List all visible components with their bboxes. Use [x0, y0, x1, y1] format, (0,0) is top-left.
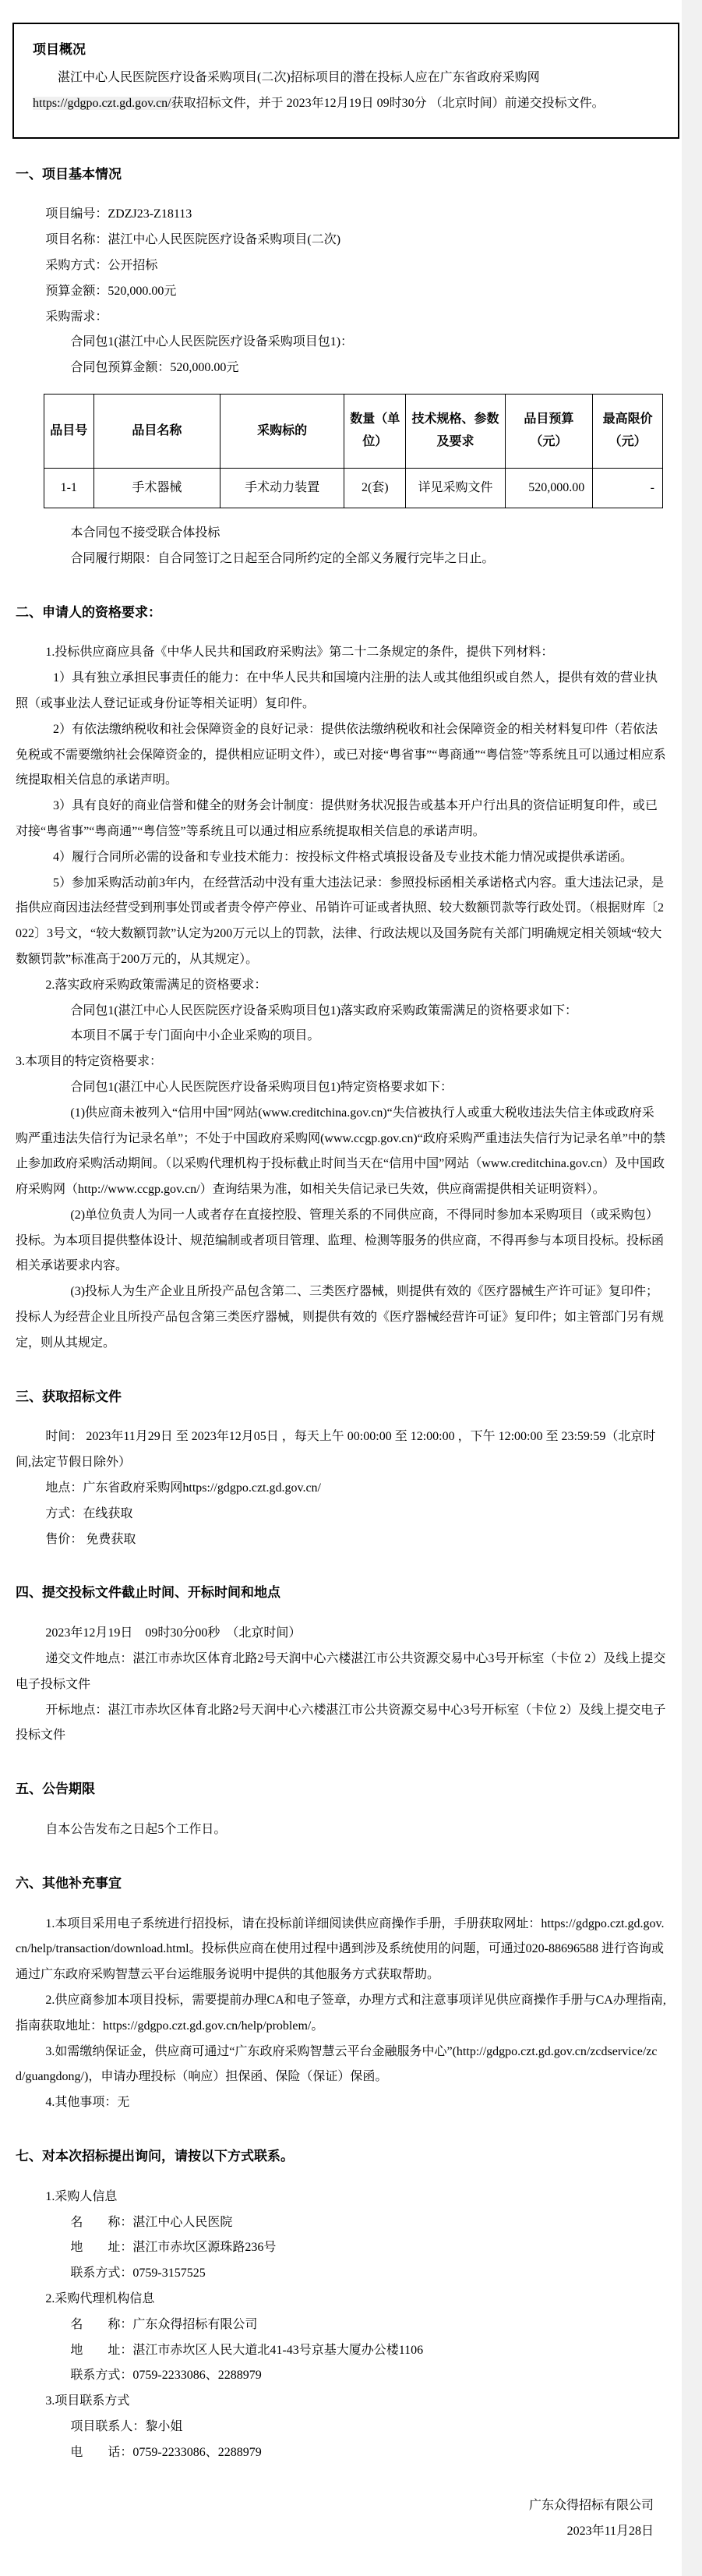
cell-quantity: 2(套) — [344, 468, 406, 508]
qualification-para: 5）参加采购活动前3年内，在经营活动中没有重大违法记录：参照投标函相关承诺格式内容。重大违法记录，是指供应商因违法经营受到刑事处罚或者责令停产停业、吊销许可证或者执照、较大数额罚款等行政处罚。（根据财库〔2022〕3号文，“较大数额罚款”认定为200万元以上的罚款，法律、行政法规以及国务院有关部门明确规定相关领域“较大数额罚款”标准高于200万元的，从其规定）。 — [16, 876, 665, 966]
table-row — [44, 468, 663, 508]
purchaser-contact-line: 联系方式：0759-3157525 — [70, 2266, 206, 2281]
section-4-heading: 四、提交投标文件截止时间、开标时间和地点 — [16, 1585, 280, 1601]
supplement-para: 1.本项目采用电子系统进行招投标，请在投标前详细阅读供应商操作手册，手册获取网址：https://gdgpo.czt.gd.gov.cn/help/transaction/download.html。投标供应商在使用过程中遇到涉及系统使用的问题，可通过020-88696588 进行咨询或通过广东政府采购智慧云平台运维服务说明中提供的其他服务方式获取帮助。 — [16, 1916, 665, 1982]
announcement-period-line: 自本公告发布之日起5个工作日。 — [45, 1823, 227, 1837]
cell-item-no: 1-1 — [44, 468, 94, 508]
bid-deadline-line: 2023年12月19日 09时30分00秒 （北京时间） — [45, 1626, 302, 1640]
cell-tech-spec: 详见采购文件 — [406, 468, 505, 508]
project-contact-phone-line: 电 话：0759-2233086、2288979 — [70, 2445, 262, 2459]
signature-block — [16, 2493, 666, 2545]
section-1-heading: 一、项目基本情况 — [16, 166, 122, 182]
contract-package-budget-line: 合同包预算金额：520,000.00元 — [70, 361, 239, 375]
overview-text-before-url: 湛江中心人民医院医疗设备采购项目(二次)招标项目的潜在投标人应在广东省政府采购网 — [58, 71, 540, 84]
project-contact-title: 3.项目联系方式 — [45, 2394, 130, 2408]
qualification-para: 2）有依法缴纳税收和社会保障资金的良好记录：提供依法缴纳税收和社会保障资金的相关材料复印件（若依法免税或不需要缴纳社会保障资金的，提供相应证明文件），或已对接“粤省事”“粤商通”“粤信签”等系统且可以通过相应系统提取相关信息的承诺声明。 — [16, 722, 666, 787]
section-3-heading: 三、获取招标文件 — [16, 1389, 122, 1404]
budget-amount-line: 预算金额：520,000.00元 — [45, 284, 177, 298]
project-overview-box — [12, 23, 679, 139]
purchaser-address-line: 地 址：湛江市赤坎区源珠路236号 — [70, 2241, 277, 2255]
col-header-quantity: 数量（单位） — [344, 394, 406, 468]
section-7-heading: 七、对本次招标提出询问，请按以下方式联系。 — [16, 2149, 294, 2164]
overview-paragraph — [33, 65, 659, 117]
qualification-para: (2)单位负责人为同一人或者存在直接控股、管理关系的不同供应商，不得同时参加本采购项目（或采购包）投标。为本项目提供整体设计、规范编制或者项目管理、监理、检测等服务的供应商，不得再参与本项目投标。投标函相关承诺要求内容。 — [16, 1208, 665, 1273]
overview-text-after-url: 获取招标文件，并于 2023年12月19日 09时30分 （北京时间）前递交投标文件。 — [171, 96, 605, 110]
signature-company: 广东众得招标有限公司 — [528, 2498, 654, 2512]
purchaser-info-title: 1.采购人信息 — [45, 2189, 118, 2203]
agency-name-line: 名 称：广东众得招标有限公司 — [70, 2317, 258, 2331]
col-header-max-price: 最高限价（元） — [593, 394, 663, 468]
qualification-para: 本项目不属于专门面向中小企业采购的项目。 — [70, 1029, 320, 1043]
procurement-site-url: https://gdgpo.czt.gd.gov.cn/ — [33, 96, 171, 110]
supplement-para: 3.如需缴纳保证金，供应商可通过“广东政府采购智慧云平台金融服务中心”(http://gdgpo.czt.gd.gov.cn/zcdservice/zcd/guangdong/)，申请办理投标（响应）担保函、保险（保证）保函。 — [16, 2044, 658, 2084]
project-number-line: 项目编号：ZDZJ23-Z18113 — [45, 207, 192, 221]
bid-submit-place-line: 递交文件地点：湛江市赤坎区体育北路2号天润中心六楼湛江市公共资源交易中心3号开标室（卡位 2）及线上提交电子投标文件 — [16, 1652, 666, 1691]
qualification-para: 3.本项目的特定资格要求： — [16, 1055, 163, 1069]
agency-info-title: 2.采购代理机构信息 — [45, 2291, 155, 2305]
overview-title: 项目概况 — [33, 42, 86, 57]
procurement-method-line: 采购方式：公开招标 — [45, 258, 158, 272]
purchaser-name-line: 名 称：湛江中心人民医院 — [70, 2215, 233, 2229]
supplement-para: 2.供应商参加本项目投标，需要提前办理CA和电子签章，办理方式和注意事项详见供应商操作手册与CA办理指南,指南获取地址：https://gdgpo.czt.gd.gov.cn/help/problem/。 — [16, 1994, 666, 2033]
table-header-row — [44, 394, 663, 468]
qualification-para: 1）具有独立承担民事责任的能力：在中华人民共和国境内注册的法人或其他组织或自然人，提供有效的营业执照（或事业法人登记证或身份证等相关证明）复印件。 — [16, 671, 658, 710]
section-2-heading: 二、申请人的资格要求： — [16, 604, 161, 620]
section-6-heading: 六、其他补充事宜 — [16, 1875, 122, 1891]
qualification-para: (3)投标人为生产企业且所投产品包含第二、三类医疗器械，则提供有效的《医疗器械生产许可证》复印件；投标人为经营企业且所投产品包含第三类医疗器械，则提供有效的《医疗器械经营许可证》复印件；如主管部门另有规定，则从其规定。 — [16, 1285, 665, 1350]
qualification-para: 1.投标供应商应具备《中华人民共和国政府采购法》第二十二条规定的条件，提供下列材料： — [45, 646, 554, 660]
agency-contact-line: 联系方式：0759-2233086、2288979 — [70, 2369, 262, 2383]
col-header-item-name: 品目名称 — [93, 394, 220, 468]
supplement-para: 4.其他事项：无 — [45, 2096, 130, 2110]
project-contact-person-line: 项目联系人：黎小姐 — [70, 2419, 183, 2433]
agency-address-line: 地 址：湛江市赤坎区人民大道北41-43号京基大厦办公楼1106 — [70, 2343, 424, 2357]
signature-date: 2023年11月28日 — [566, 2525, 654, 2539]
doc-obtain-place-line: 地点：广东省政府采购网https://gdgpo.czt.gd.gov.cn/ — [45, 1481, 322, 1495]
qualification-para: (1)供应商未被列入“信用中国”网站(www.creditchina.gov.cn)“失信被执行人或重大税收违法失信主体或政府采购严重违法失信行为记录名单”；不处于中国政府采购网(www.ccgp.gov.cn)“政府采购严重违法失信行为记录名单”中的禁止参加政府采购活动期间。（以采购代理机构于投标截止时间当天在“信用中国”网站（www.creditchina.gov.cn）及中国政府采购网（http://www.ccgp.gov.cn/）查询结果为准，如相关失信记录已失效，供应商需提供相关证明资料）。 — [16, 1106, 665, 1197]
project-name-line: 项目名称：湛江中心人民医院医疗设备采购项目(二次) — [45, 233, 341, 247]
qualification-para: 3）具有良好的商业信誉和健全的财务会计制度：提供财务状况报告或基本开户行出具的资信证明复印件，或已对接“粤省事”“粤商通”“粤信签”等系统且可以通过相应系统提取相关信息的承诺声明。 — [16, 799, 658, 838]
qualification-para: 合同包1(湛江中心人民医院医疗设备采购项目包1)落实政府采购政策需满足的资格要求如下： — [70, 1003, 578, 1017]
no-joint-bid-line: 本合同包不接受联合体投标 — [70, 525, 220, 540]
col-header-item-no: 品目号 — [44, 394, 94, 468]
col-header-tech-spec: 技术规格、参数及要求 — [406, 394, 505, 468]
qualification-para: 4）履行合同所必需的设备和专业技术能力：按投标文件格式填报设备及专业技术能力情况或提供承诺函。 — [53, 850, 633, 864]
cell-max-price: - — [593, 468, 663, 508]
cell-procurement-target: 手术动力装置 — [220, 468, 344, 508]
cell-item-name: 手术器械 — [93, 468, 220, 508]
contract-package-line: 合同包1(湛江中心人民医院医疗设备采购项目包1)： — [70, 335, 354, 349]
bid-open-place-line: 开标地点：湛江市赤坎区体育北路2号天润中心六楼湛江市公共资源交易中心3号开标室（卡位 2）及线上提交电子投标文件 — [16, 1703, 666, 1743]
doc-obtain-price-line: 售价： 免费获取 — [45, 1532, 136, 1546]
contract-term-line: 合同履行期限：自合同签订之日起至合同所约定的全部义务履行完毕之日止。 — [70, 551, 495, 565]
col-header-item-budget: 品目预算（元） — [505, 394, 593, 468]
doc-obtain-time-line: 时间： 2023年11月29日 至 2023年12月05日 ，每天上午 00:00:00 至 12:00:00 ，下午 12:00:00 至 23:59:59（北京时间,法定节假日除外） — [16, 1430, 656, 1470]
doc-obtain-method-line: 方式：在线获取 — [45, 1506, 133, 1520]
document-body — [16, 165, 666, 2545]
col-header-procurement-target: 采购标的 — [220, 394, 344, 468]
qualification-para: 合同包1(湛江中心人民医院医疗设备采购项目包1)特定资格要求如下： — [70, 1080, 453, 1094]
section-5-heading: 五、公告期限 — [16, 1782, 95, 1797]
procurement-demand-line: 采购需求： — [45, 310, 108, 324]
qualification-para: 2.落实政府采购政策需满足的资格要求： — [45, 978, 267, 992]
procurement-items-table — [44, 394, 663, 508]
cell-item-budget: 520,000.00 — [505, 468, 593, 508]
